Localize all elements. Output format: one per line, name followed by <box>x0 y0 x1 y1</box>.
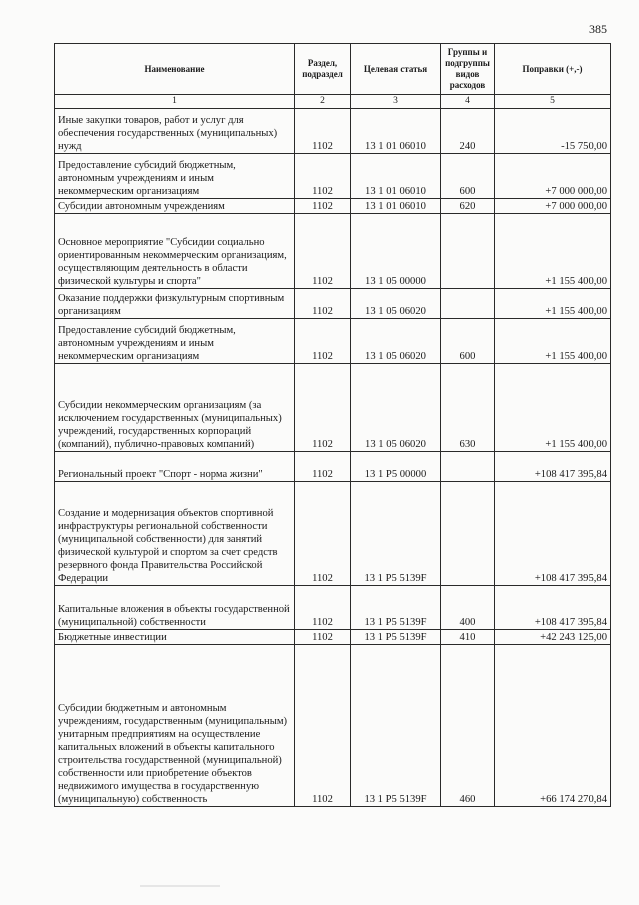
header-row <box>55 44 611 95</box>
row-section: 1102 <box>295 109 351 154</box>
column-number: 4 <box>441 95 495 109</box>
row-name: Субсидии автономным учреждениям <box>55 199 295 214</box>
row-name: Капитальные вложения в объекты государственной (муниципальной) собственности <box>55 586 295 630</box>
column-number: 3 <box>351 95 441 109</box>
row-target: 13 1 01 06010 <box>351 154 441 199</box>
row-target: 13 1 P5 5139F <box>351 645 441 807</box>
row-target: 13 1 01 06010 <box>351 199 441 214</box>
row-section: 1102 <box>295 630 351 645</box>
row-group: 630 <box>441 364 495 452</box>
row-section: 1102 <box>295 586 351 630</box>
row-group <box>441 482 495 586</box>
table-row <box>55 364 611 452</box>
row-target: 13 1 05 06020 <box>351 364 441 452</box>
header-amendments: Поправки (+,-) <box>495 44 611 95</box>
row-group: 600 <box>441 154 495 199</box>
row-amount: +7 000 000,00 <box>495 199 611 214</box>
row-section: 1102 <box>295 364 351 452</box>
row-group: 460 <box>441 645 495 807</box>
row-group: 240 <box>441 109 495 154</box>
table-row <box>55 645 611 807</box>
row-amount: +1 155 400,00 <box>495 364 611 452</box>
budget-table <box>54 43 611 807</box>
row-amount: +108 417 395,84 <box>495 482 611 586</box>
table-row <box>55 199 611 214</box>
page-number: 385 <box>589 22 607 36</box>
row-group: 600 <box>441 319 495 364</box>
header-name: Наименование <box>55 44 295 95</box>
row-amount: +66 174 270,84 <box>495 645 611 807</box>
row-group: 410 <box>441 630 495 645</box>
row-target: 13 1 P5 00000 <box>351 452 441 482</box>
row-section: 1102 <box>295 199 351 214</box>
row-group <box>441 452 495 482</box>
row-name: Предоставление субсидий бюджетным, автономным учреждениям и иным некоммерческим организациям <box>55 319 295 364</box>
row-amount: +108 417 395,84 <box>495 452 611 482</box>
row-name: Субсидии некоммерческим организациям (за исключением государственных (муниципальных) учреждений, государственных корпораций (компаний), публично-правовых компаний) <box>55 364 295 452</box>
table-row <box>55 154 611 199</box>
table-row <box>55 630 611 645</box>
table-row <box>55 482 611 586</box>
row-target: 13 1 P5 5139F <box>351 482 441 586</box>
table-row <box>55 214 611 289</box>
row-amount: +1 155 400,00 <box>495 214 611 289</box>
row-group: 620 <box>441 199 495 214</box>
row-name: Региональный проект "Спорт - норма жизни" <box>55 452 295 482</box>
row-name: Субсидии бюджетным и автономным учреждениям, государственным (муниципальным) унитарным предприятиям на осуществление капитальных вложений в объекты капитального строительства государственной (муниципальной) собственности или приобретение объектов недвижимого имущества в государственную (муниципальную) собственность <box>55 645 295 807</box>
table-row <box>55 586 611 630</box>
table-row <box>55 319 611 364</box>
row-name: Оказание поддержки физкультурным спортивным организациям <box>55 289 295 319</box>
row-name: Предоставление субсидий бюджетным, автономным учреждениям и иным некоммерческим организациям <box>55 154 295 199</box>
row-name: Создание и модернизация объектов спортивной инфраструктуры региональной собственности (муниципальной собственности) для занятий физической культурой и спортом за счет средств резервного фонда Правительства Российской Федерации <box>55 482 295 586</box>
row-section: 1102 <box>295 289 351 319</box>
row-target: 13 1 05 00000 <box>351 214 441 289</box>
row-section: 1102 <box>295 214 351 289</box>
row-target: 13 1 05 06020 <box>351 319 441 364</box>
row-target: 13 1 01 06010 <box>351 109 441 154</box>
column-number: 1 <box>55 95 295 109</box>
header-target: Целевая статья <box>351 44 441 95</box>
row-amount: +42 243 125,00 <box>495 630 611 645</box>
row-section: 1102 <box>295 482 351 586</box>
row-name: Иные закупки товаров, работ и услуг для обеспечения государственных (муниципальных) нужд <box>55 109 295 154</box>
row-amount: +1 155 400,00 <box>495 319 611 364</box>
row-group: 400 <box>441 586 495 630</box>
row-amount: -15 750,00 <box>495 109 611 154</box>
row-name: Бюджетные инвестиции <box>55 630 295 645</box>
header-groups: Группы и подгруппы видов расходов <box>441 44 495 95</box>
row-section: 1102 <box>295 154 351 199</box>
row-group <box>441 214 495 289</box>
row-section: 1102 <box>295 319 351 364</box>
column-number-row <box>55 95 611 109</box>
row-amount: +1 155 400,00 <box>495 289 611 319</box>
row-target: 13 1 P5 5139F <box>351 630 441 645</box>
table-row <box>55 289 611 319</box>
header-section: Раздел, подраздел <box>295 44 351 95</box>
column-number: 5 <box>495 95 611 109</box>
row-group <box>441 289 495 319</box>
row-name: Основное мероприятие "Субсидии социально ориентированным некоммерческим организациям, осуществляющим деятельность в области физической культуры и спорта" <box>55 214 295 289</box>
table-row <box>55 109 611 154</box>
scan-artifact <box>140 885 220 887</box>
row-amount: +7 000 000,00 <box>495 154 611 199</box>
table-row <box>55 452 611 482</box>
row-section: 1102 <box>295 452 351 482</box>
row-target: 13 1 05 06020 <box>351 289 441 319</box>
row-target: 13 1 P5 5139F <box>351 586 441 630</box>
column-number: 2 <box>295 95 351 109</box>
row-amount: +108 417 395,84 <box>495 586 611 630</box>
row-section: 1102 <box>295 645 351 807</box>
